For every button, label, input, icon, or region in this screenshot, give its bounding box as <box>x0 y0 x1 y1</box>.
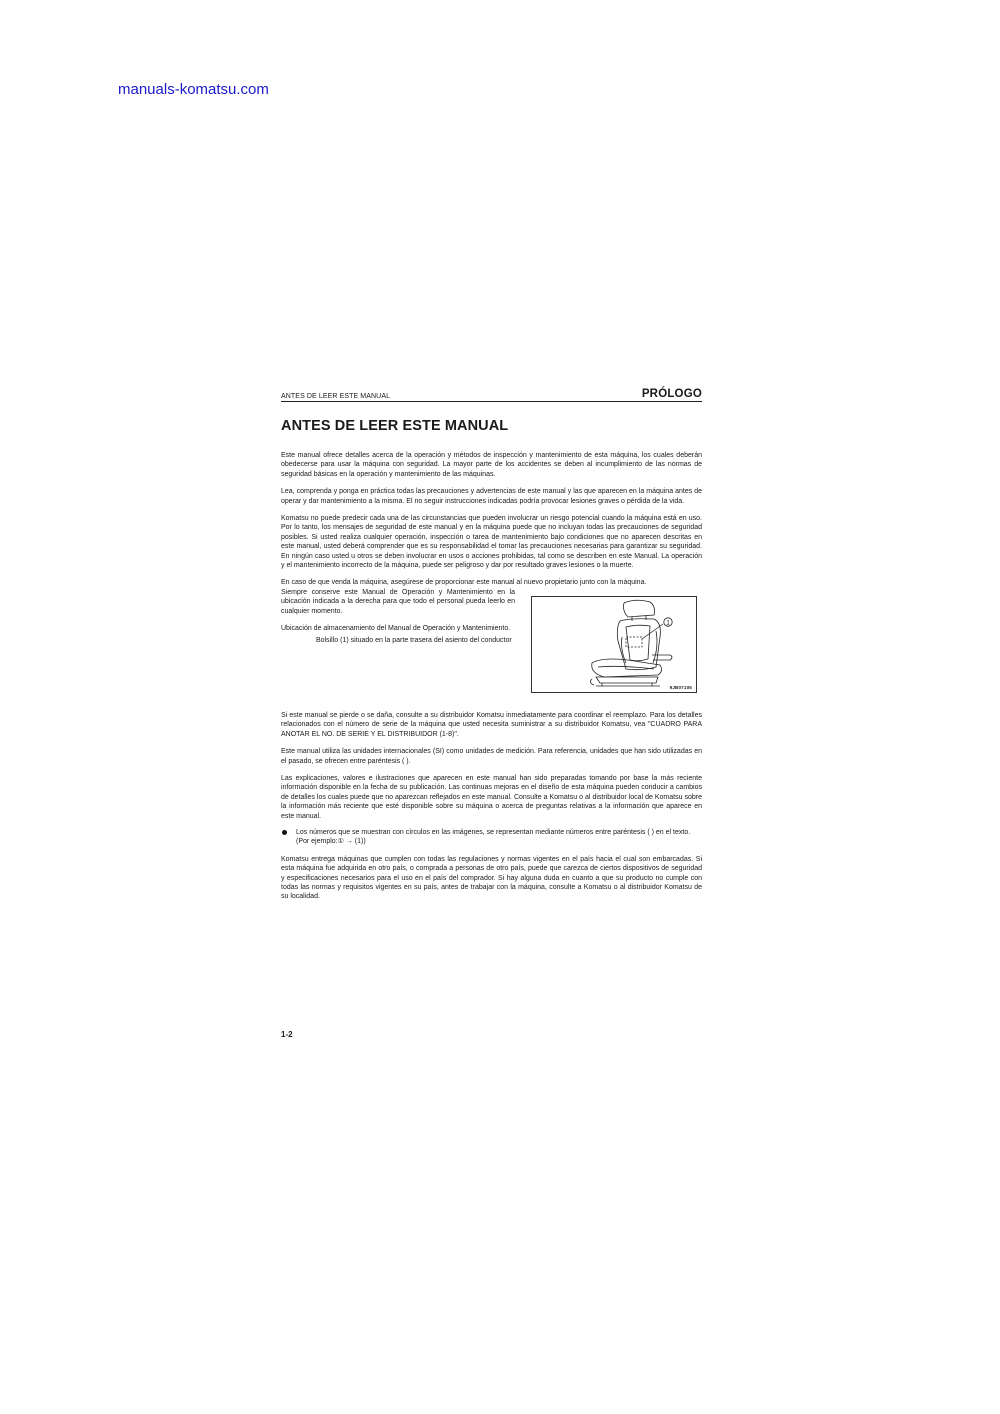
storage-location-value: Bolsillo (1) situado en la parte trasera del asiento del conductor <box>316 636 512 644</box>
storage-text <box>281 588 515 645</box>
paragraph-intro: Este manual ofrece detalles acerca de la operación y métodos de inspección y mantenimiento de esta máquina, los cuales deberán obedecerse para usar la máquina con seguridad. La mayor parte de los accidentes se deben al incumplimiento de las normas de seguridad básicas en la operación y mantenimiento de las máquinas. <box>281 452 702 478</box>
paragraph-keep: Siempre conserve este Manual de Operación y Mantenimiento en la ubicación indicada a la derecha para que todo el personal pueda leerlo en cualquier momento. <box>281 588 515 615</box>
page-title: ANTES DE LEER ESTE MANUAL <box>281 418 509 434</box>
paragraph-explanations: Las explicaciones, valores e ilustraciones que aparecen en este manual han sido preparadas tomando por base la más reciente información disponible en la fecha de su publicación. Las continuas mejoras en el diseño de esta máquina pueden conducir a cambios de detalles los cuales puede que no aparezcan reflejados en este manual. Consulte a Komatsu o al distribuidor local de Komatsu sobre la información más reciente que esté disponible sobre su máquina o acerca de preguntas relativas a la información que aparece en este manual. <box>281 774 702 820</box>
paragraph-read: Lea, comprenda y ponga en práctica todas las precauciones y advertencias de este manual y las que aparecen en la máquina antes de operar y dar mantenimiento a la misma. El no seguir instrucciones indicadas podría provocar lesiones graves o pérdida de la vida. <box>281 488 702 505</box>
seat-figure <box>531 596 697 693</box>
bullet-icon <box>281 828 296 847</box>
bullet-example: (Por ejemplo:① → (1)) <box>296 838 366 846</box>
paragraph-delivery: Komatsu entrega máquinas que cumplen con todas las regulaciones y normas vigentes en el país hacia el cual son embarcadas. Si esta máquina fue adquirida en otro país, o comprada a personas de otro país, puede que carezca de ciertos dispositivos de seguridad y especificaciones necesarios para el uso en el país del comprador. Si hay alguna duda en cuanto a que su producto no cumple con todas las normas y requisitos vigentes en su país, antes de trabajar con la máquina, consulte a Komatsu o al distribuidor Komatsu de su localidad. <box>281 855 702 901</box>
callout-number: 1 <box>666 620 670 627</box>
bullet-text <box>296 828 690 847</box>
header-chapter: PRÓLOGO <box>641 388 702 400</box>
bullet-line: Los números que se muestran con círculos en las imágenes, se representan mediante números entre paréntesis ( ) en el texto. <box>296 828 691 836</box>
bullet-item <box>281 828 702 847</box>
paragraph-sell: En caso de que venda la máquina, asegúrese de proporcionar este manual al nuevo propietario junto con la máquina. <box>281 579 647 587</box>
page-header <box>281 386 702 402</box>
figure-code: 9JB07105 <box>669 684 692 690</box>
paragraph-predict: Komatsu no puede predecir cada una de las circunstancias que pueden involucrar un riesgo potencial cuando la máquina está en uso. Por lo tanto, los mensajes de seguridad de este manual y en la máquina puede que no incluyan todas las precauciones de seguridad posibles. Si usted realiza cualquier operación, inspección o tarea de mantenimiento bajo condiciones que no aparecen descritas en este manual, usted deberá comprender que es su responsabilidad el tomar las precauciones necesarias para garantizar su seguridad. En ningún caso usted u otros se deben involucrar en usos o acciones prohibidas, tal como se describen en este Manual. La operación y el mantenimiento incorrecto de la máquina, puede ser peligroso y dar por resultado graves lesiones o la muerte. <box>281 515 702 570</box>
storage-section <box>281 588 702 701</box>
header-section: ANTES DE LEER ESTE MANUAL <box>281 393 391 400</box>
paragraph-lost: Si este manual se pierde o se daña, consulte a su distribuidor Komatsu inmediatamente para coordinar el reemplazo. Para los detalles relacionados con el número de serie de la máquina que usted necesita suministrar a su distribuidor Komatsu, vea "CUADRO PARA ANOTAR EL NO. DE SERIE Y EL DISTRIBUIDOR (1-8)". <box>281 711 702 738</box>
watermark-link[interactable]: manuals-komatsu.com <box>118 81 269 98</box>
page-number: 1-2 <box>281 1030 293 1039</box>
operator-seat-illustration <box>532 597 696 692</box>
storage-location-label: Ubicación de almacenamiento del Manual de Operación y Mantenimiento. <box>281 625 511 633</box>
manual-page <box>281 386 702 902</box>
paragraph-units: Este manual utiliza las unidades internacionales (SI) como unidades de medición. Para referencia, unidades que han sido utilizadas en el pasado, se ofrecen entre paréntesis ( ). <box>281 748 702 765</box>
